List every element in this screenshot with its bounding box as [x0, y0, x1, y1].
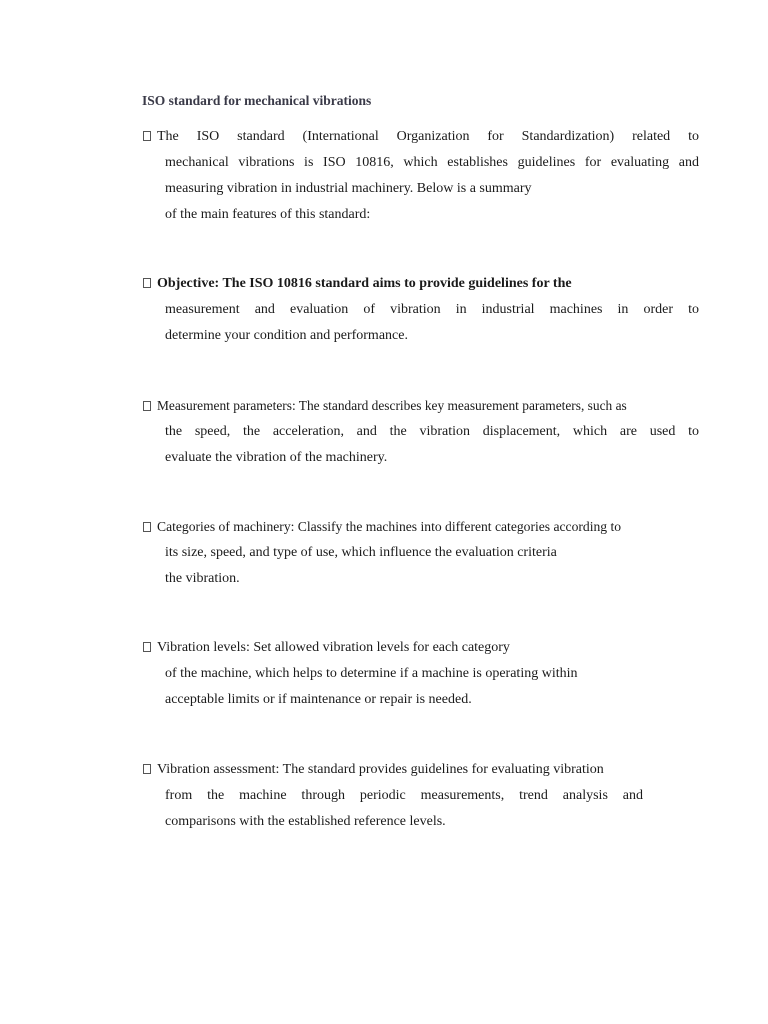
paragraph-line: from the machine through periodic measurements, trend analysis and [165, 788, 643, 803]
paragraph-vibration-assessment [143, 757, 699, 835]
paragraph-line: evaluate the vibration of the machinery. [165, 450, 388, 465]
bullet-box-icon [143, 131, 151, 141]
paragraph-line: of the machine, which helps to determine if a machine is operating within [165, 666, 578, 681]
document-title: ISO standard for mechanical vibrations [142, 93, 372, 108]
paragraph-line: Vibration levels: Set allowed vibration levels for each category [143, 635, 699, 661]
paragraph-line: measuring vibration in industrial machinery. Below is a summary [165, 181, 532, 196]
paragraph-line: acceptable limits or if maintenance or repair is needed. [165, 692, 472, 707]
paragraph-line: comparisons with the established reference levels. [165, 814, 446, 829]
paragraph-line: mechanical vibrations is ISO 10816, which establishes guidelines for evaluating and [165, 155, 699, 170]
paragraph-line: measurement and evaluation of vibration in industrial machines in order to [165, 302, 699, 317]
paragraph-categories [143, 514, 699, 592]
paragraph-objective [143, 271, 699, 349]
paragraph-line: its size, speed, and type of use, which influence the evaluation criteria [165, 545, 557, 560]
bullet-box-icon [143, 401, 151, 411]
paragraph-measurement-parameters [143, 393, 699, 471]
paragraph-line: determine your condition and performance. [165, 328, 408, 343]
paragraph-intro [143, 124, 699, 228]
paragraph-line: of the main features of this standard: [165, 207, 371, 222]
paragraph-line: the speed, the acceleration, and the vibration displacement, which are used to [165, 424, 699, 439]
bullet-box-icon [143, 278, 151, 288]
paragraph-line: Objective: The ISO 10816 standard aims to provide guidelines for the [143, 271, 699, 297]
bullet-box-icon [143, 522, 151, 532]
paragraph-line: Measurement parameters: The standard describes key measurement parameters, such as [143, 393, 699, 419]
paragraph-line: Categories of machinery: Classify the machines into different categories according to [143, 514, 699, 540]
paragraph-line: Vibration assessment: The standard provides guidelines for evaluating vibration [143, 757, 699, 783]
bullet-box-icon [143, 764, 151, 774]
paragraph-line: the vibration. [165, 571, 240, 586]
bullet-box-icon [143, 642, 151, 652]
paragraph-line: The ISO standard (International Organization for Standardization) related to [143, 124, 699, 150]
paragraph-vibration-levels [143, 635, 699, 713]
